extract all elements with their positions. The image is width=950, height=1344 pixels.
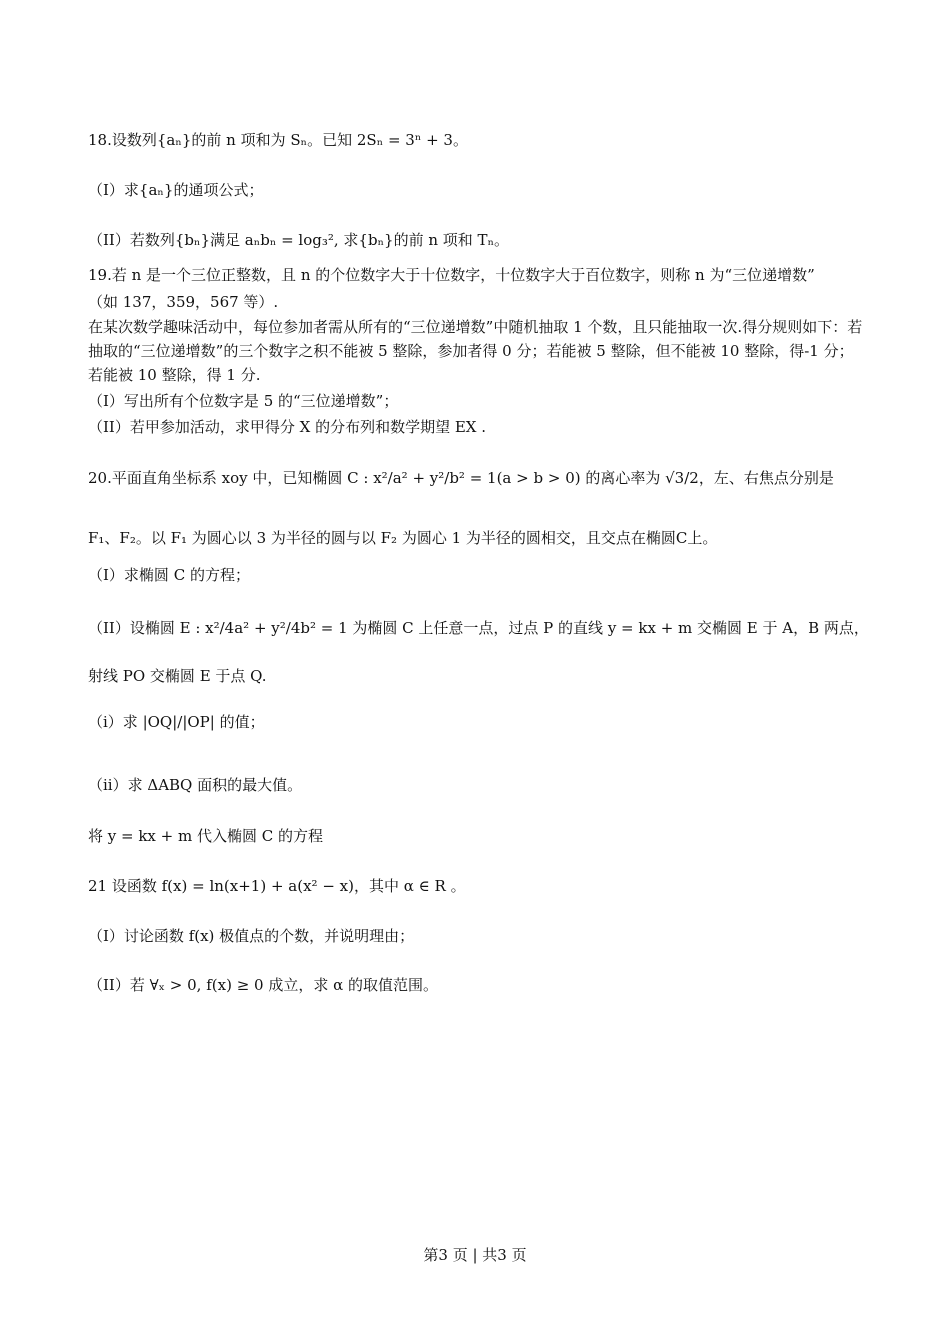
- q20-ray: 射线 PO 交椭圆 E 于点 Q.: [88, 667, 267, 685]
- q18-part2: （II）若数列{bₙ}满足 aₙbₙ = log₃², 求{bₙ}的前 n 项和 Tₙ。: [88, 231, 510, 249]
- q21-head: 21 设函数 f(x) = ln(x+1) + a(x² − x)，其中 α ∈ R 。: [88, 877, 466, 895]
- q19-part2: （II）若甲参加活动，求甲得分 X 的分布列和数学期望 EX .: [88, 418, 487, 436]
- q20-sub2: （ii）求 ΔABQ 面积的最大值。: [88, 776, 303, 794]
- q18-head: 18.设数列{aₙ}的前 n 项和为 Sₙ。已知 2Sₙ = 3ⁿ + 3。: [88, 131, 468, 149]
- q20-note: 将 y = kx + m 代入椭圆 C 的方程: [88, 827, 324, 845]
- q20-part2: （II）设椭圆 E : x²/4a² + y²/4b² = 1 为椭圆 C 上任意一点，过点 P 的直线 y = kx + m 交椭圆 E 于 A，B 两点，: [88, 619, 869, 637]
- q20-sub1: （i）求 |OQ|/|OP| 的值；: [88, 713, 265, 731]
- q21-part2: （II）若 ∀ₓ > 0, f(x) ≥ 0 成立，求 α 的取值范围。: [88, 976, 439, 994]
- q18-part1: （I）求{aₙ}的通项公式；: [88, 181, 264, 199]
- q20-head: 20.平面直角坐标系 xoy 中，已知椭圆 C : x²/a² + y²/b² = 1(a > b > 0) 的离心率为 √3/2，左、右焦点分别是: [88, 469, 834, 487]
- q20-part1: （I）求椭圆 C 的方程；: [88, 566, 250, 584]
- q21-part1: （I）讨论函数 f(x) 极值点的个数，并说明理由；: [88, 927, 415, 945]
- q19-rule: 在某次数学趣味活动中，每位参加者需从所有的“三位递增数”中随机抽取 1 个数，且只能抽取一次.得分规则如下：若抽取的“三位递增数”的三个数字之积不能被 5 整除，参加者得 0 分；若能被 5 整除，但不能被 10 整除，得-1 分；若能被 10 整除，得 1 分.: [88, 318, 863, 384]
- q19-head: 19.若 n 是一个三位正整数，且 n 的个位数字大于十位数字，十位数字大于百位数字，则称 n 为“三位递增数”: [88, 266, 815, 284]
- page-footer: 第3 页 | 共3 页: [423, 1246, 527, 1264]
- q19-example: （如 137，359，567 等）.: [88, 293, 279, 311]
- q20-foci: F₁、F₂。以 F₁ 为圆心以 3 为半径的圆与以 F₂ 为圆心 1 为半径的圆相交，且交点在椭圆C上。: [88, 529, 718, 547]
- q19-part1: （I）写出所有个位数字是 5 的“三位递增数”；: [88, 392, 399, 410]
